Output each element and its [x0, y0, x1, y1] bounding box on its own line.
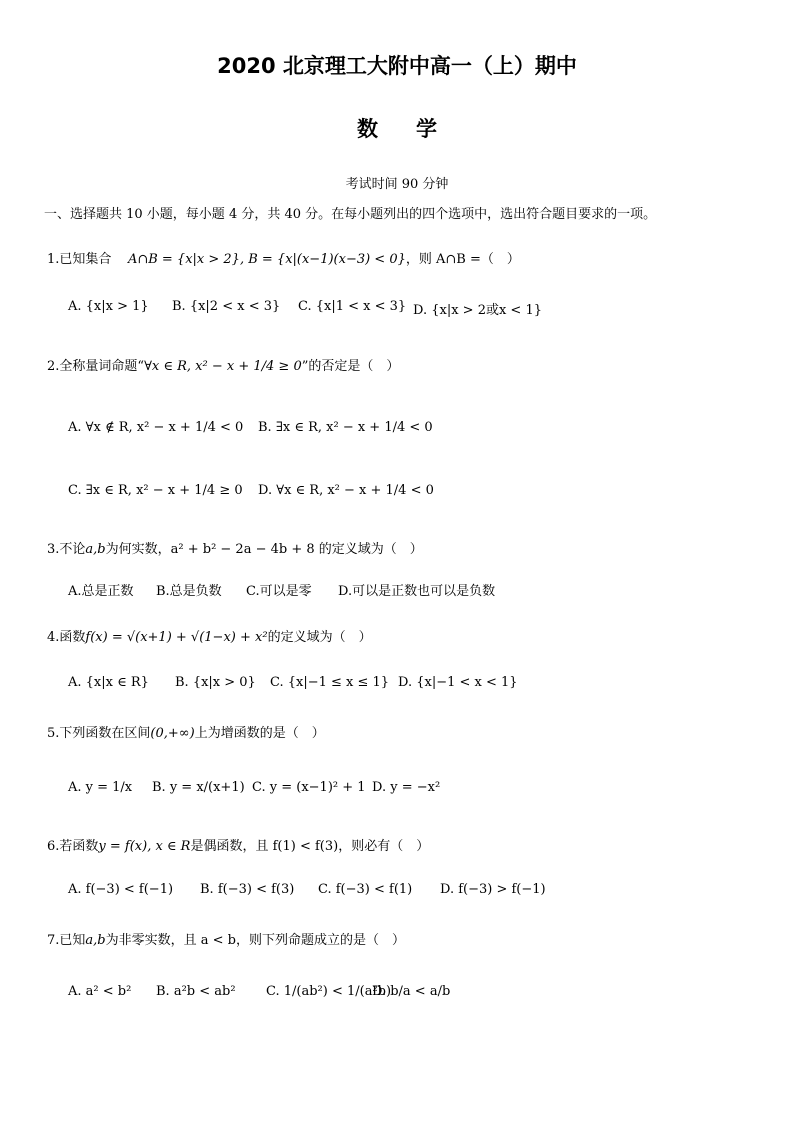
question-1-math: A∩B = {x|x > 2}, B = {x|(x−1)(x−3) < 0} [127, 252, 406, 267]
exam-time: 考试时间 90 分钟 [345, 177, 449, 192]
question-1-option-c[interactable]: C. {x|1 < x < 3} [298, 299, 407, 314]
question-7-option-d[interactable]: D. b/a < a/b [372, 984, 451, 999]
question-3-option-b[interactable]: B.总是负数 [156, 584, 222, 599]
question-4-option-b[interactable]: B. {x|x > 0} [175, 675, 256, 690]
question-4-option-c[interactable]: C. {x|−1 ≤ x ≤ 1} [270, 675, 390, 690]
question-2-option-d[interactable]: D. ∀x ∈ R, x² − x + 1/4 < 0 [258, 483, 434, 498]
question-7-math: a,b [85, 933, 106, 948]
question-5-option-c[interactable]: C. y = (x−1)² + 1 [252, 780, 366, 795]
question-6-option-c[interactable]: C. f(−3) < f(1) [318, 882, 413, 897]
question-5-option-d[interactable]: D. y = −x² [372, 780, 441, 795]
question-1-option-a[interactable]: A. {x|x > 1} [68, 299, 149, 314]
section-heading: 一、选择题共 10 小题，每小题 4 分，共 40 分。在每小题列出的四个选项中，选出符合题目要求的一项。 [44, 207, 657, 222]
question-2-math: ∀x ∈ R, x² − x + 1/4 ≥ 0 [144, 359, 302, 374]
question-6-stem: 6.若函数y = f(x), x ∈ R是偶函数，且 f(1) < f(3)，则必有（ ） [47, 839, 430, 854]
question-1-option-b[interactable]: B. {x|2 < x < 3} [172, 299, 281, 314]
subject-title: 数学 [357, 117, 475, 141]
question-7-stem: 7.已知a,b为非零实数，且 a < b，则下列命题成立的是（ ） [47, 933, 405, 948]
question-7-option-c[interactable]: C. 1/(ab²) < 1/(a²b) [266, 984, 392, 999]
question-4-option-a[interactable]: A. {x|x ∈ R} [68, 675, 149, 690]
question-3-stem: 3.不论a,b为何实数，a² + b² − 2a − 4b + 8 的定义域为（ ） [47, 542, 423, 557]
question-3-math: a,b [85, 542, 106, 557]
question-2-option-b[interactable]: B. ∃x ∈ R, x² − x + 1/4 < 0 [258, 420, 433, 435]
question-6-option-a[interactable]: A. f(−3) < f(−1) [68, 882, 174, 897]
question-7-option-b[interactable]: B. a²b < ab² [156, 984, 236, 999]
question-4-option-d[interactable]: D. {x|−1 < x < 1} [398, 675, 518, 690]
question-6-option-b[interactable]: B. f(−3) < f(3) [200, 882, 295, 897]
question-5-stem: 5.下列函数在区间(0,+∞)上为增函数的是（ ） [47, 726, 325, 741]
question-6-option-d[interactable]: D. f(−3) > f(−1) [440, 882, 546, 897]
question-3-option-a[interactable]: A.总是正数 [68, 584, 134, 599]
question-2-stem: 2.全称量词命题“∀x ∈ R, x² − x + 1/4 ≥ 0”的否定是（ ） [47, 359, 400, 374]
question-6-math: y = f(x), x ∈ R [98, 839, 191, 854]
page-title: 2020 北京理工大附中高一（上）期中 [217, 54, 577, 78]
question-1-option-d[interactable]: D. {x|x > 2或x < 1} [413, 303, 542, 318]
question-7-option-a[interactable]: A. a² < b² [68, 984, 132, 999]
question-5-math: (0,+∞) [150, 726, 195, 741]
question-4-math: f(x) = √(x+1) + √(1−x) + x² [85, 630, 268, 645]
question-3-option-c[interactable]: C.可以是零 [246, 584, 312, 599]
question-4-stem: 4.函数f(x) = √(x+1) + √(1−x) + x²的定义域为（ ） [47, 630, 372, 645]
question-3-option-d[interactable]: D.可以是正数也可以是负数 [338, 584, 496, 599]
question-5-option-a[interactable]: A. y = 1/x [68, 780, 133, 795]
question-1-stem: 1.已知集合 A∩B = {x|x > 2}, B = {x|(x−1)(x−3) < 0}，则 A∩B =（ ） [47, 252, 520, 267]
question-5-option-b[interactable]: B. y = x/(x+1) [152, 780, 245, 795]
question-2-option-a[interactable]: A. ∀x ∉ R, x² − x + 1/4 < 0 [68, 420, 244, 435]
question-2-option-c[interactable]: C. ∃x ∈ R, x² − x + 1/4 ≥ 0 [68, 483, 243, 498]
